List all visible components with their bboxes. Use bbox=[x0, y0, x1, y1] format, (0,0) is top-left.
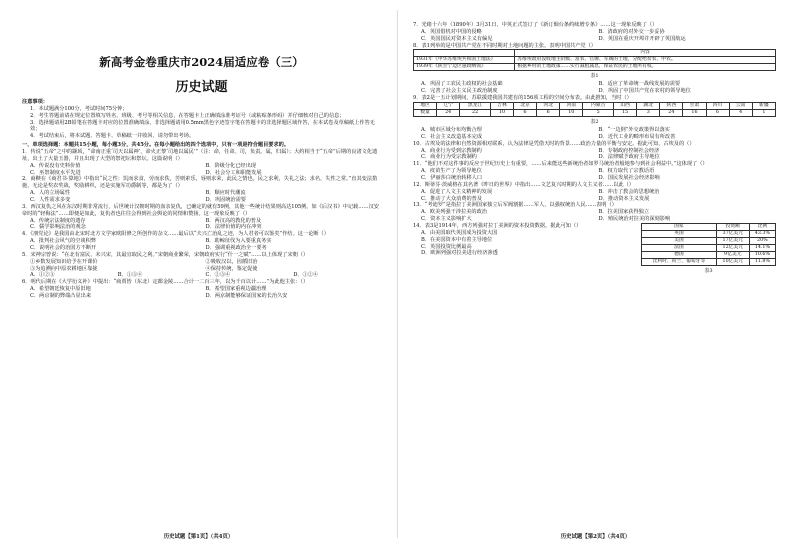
table-caption: 表2 bbox=[590, 118, 599, 125]
table-3 bbox=[641, 223, 776, 266]
option-a: A．疫苗生产了为领导地位 bbox=[421, 168, 482, 175]
table-cell: 24 bbox=[437, 109, 460, 116]
table-header-row bbox=[642, 223, 776, 230]
question-stem: 10．古埃及的法律和自然资源相对联系，认为法律是凭借天时的背景……政治力量的平衡与安定。据此可知，古埃及的（） bbox=[413, 140, 695, 147]
option-a: A．①②③ bbox=[30, 272, 55, 279]
page-footer: 历史试题【第2页】（共4页） bbox=[560, 534, 631, 540]
table-cell: 43.3% bbox=[749, 230, 775, 237]
question-2 bbox=[22, 176, 381, 203]
option-d: D．法律价值的内在冲突 bbox=[205, 224, 262, 231]
option-d: D．两京制能够保证国家的长治久安 bbox=[205, 293, 288, 300]
table-2 bbox=[413, 102, 776, 117]
question-stem: 2．商鞅在《商君书·算地》中指出“民之性：饥而求食，劳而求佚，苦则索乐，辱则求荣，此民之情也。民之求利，失礼之法；求名，失性之常。”直其变法措施，无论是奖农奖战，奖励耕织，还是实施军功爵制等，都是为了（） bbox=[22, 176, 378, 190]
table-cell: 内蒙古 bbox=[583, 102, 614, 109]
question-stem: 4．《朋党论》是我国由北宋时北方文学家欧阳修之所创作的杂文……最后以“夫兴亡治乱之迹，为人君者可以鉴矣”作结。这一论断（） bbox=[22, 231, 329, 238]
table-header: 国家 bbox=[642, 223, 717, 230]
table-cell: 英国 bbox=[642, 230, 717, 237]
option-b: B．权力取代了宗教话语 bbox=[598, 168, 655, 175]
table-cell: 法国 bbox=[642, 244, 717, 251]
table-cell: 数量 bbox=[414, 109, 437, 116]
option-b: B．希望国家重视边疆治理 bbox=[205, 286, 267, 293]
table-caption: 表3 bbox=[704, 267, 713, 274]
page-footer: 历史试题【第1页】（共4页） bbox=[163, 534, 234, 540]
option-b: B．适应了革命统一战线发展的需要 bbox=[598, 81, 681, 88]
question-stem: 3．西汉复仇之风在东汉时期非常流行，后世统计汉朝时期的血亲复仇，已确定的就有59例，其他一些统计结果则高达105例。如《后汉书》中记载……汉安帝时的“轻侮法”……即便是如此，复仇者也往往会得到社会舆论的同情和赞扬。这一现象反映了（） bbox=[22, 203, 379, 217]
notes-list bbox=[22, 106, 381, 140]
option-c: C．社会主义改造基本完成 bbox=[421, 133, 483, 140]
table-cell: 15 bbox=[614, 109, 637, 116]
table-cell: 河北 bbox=[537, 102, 560, 109]
option-c: C．完善了社会主义民主政治制度 bbox=[421, 88, 498, 95]
question-stem: 9．表2是一五计划期间，苏联援建我国共建有的156项工程的空间分布表。由此推知，当时（） bbox=[413, 95, 632, 102]
table-header: 比例 bbox=[749, 223, 775, 230]
table-cell: 湖北 bbox=[637, 102, 660, 109]
option-b: B．专制政府控制社会经济 bbox=[598, 147, 660, 154]
table-row bbox=[642, 237, 776, 244]
option-c: C．推动了大众消费的普及 bbox=[421, 195, 483, 202]
option-a: A．批判社会风气的空谈积弊 bbox=[30, 238, 96, 245]
table-1 bbox=[413, 49, 776, 71]
table-cell: 1931年《中华苏维埃共和国土地法》 bbox=[414, 57, 515, 64]
question-8 bbox=[413, 43, 776, 96]
question-stem: 5．宋神宗曾说：“在北有富民，未兴宋，其最宜取民之利。”宋朝商业繁荣，宋朝政府实行“什一之赋”……以上体现了宋朝（） bbox=[22, 251, 309, 258]
table-cell: 10 bbox=[490, 109, 513, 116]
option-a: A．由美国取代英国成为投资大国 bbox=[421, 229, 498, 236]
option-c: C．英国国民对资本主义有偏见 bbox=[421, 35, 493, 42]
option-c: C．人性需求多变 bbox=[30, 197, 71, 204]
table-cell: 22 bbox=[460, 109, 491, 116]
question-stem: 7．光绪十六年（1890年）3月31日，中英正式签订了《新订烟台条约续增专条》……这一现象反映了（） bbox=[413, 22, 658, 28]
option-a: A．巩固了工农民主政权的社会基础 bbox=[421, 81, 503, 88]
option-d: D．近代工业的畸形布局有所改善 bbox=[598, 133, 676, 140]
option-c: C．伊丽莎白统治转移人口 bbox=[421, 174, 483, 181]
table-row bbox=[414, 102, 776, 109]
option-c: C．儒学影响法治的观念 bbox=[30, 224, 86, 231]
table-cell: 北京 bbox=[514, 102, 537, 109]
question-4 bbox=[22, 231, 381, 252]
table-row bbox=[414, 109, 776, 116]
question-13 bbox=[413, 202, 776, 223]
option-c: C．英国投资比例最高 bbox=[421, 243, 472, 250]
option-a: A．城市区域分布均衡合理 bbox=[421, 126, 482, 133]
page-right bbox=[397, 0, 794, 548]
table-cell: 1939年《陕甘宁边区施政纲领》 bbox=[414, 64, 515, 71]
option-d: D．推动资本主义发展 bbox=[598, 195, 650, 202]
option-d: D．殖民统治对拉美的深刻影响 bbox=[598, 216, 671, 223]
table-header: 内容 bbox=[515, 50, 776, 57]
note-item: 2．考生答题前请在规定位置填写姓名、班级、考号等相关信息，在答题卡上正确填涂准考证号（或粘贴条形码）并仔细核对自己的信息； bbox=[30, 112, 345, 119]
option-b: B．在美国资本中有着主导地位 bbox=[421, 236, 493, 243]
option-c: C．资本主义影响扩大 bbox=[421, 216, 472, 223]
table-cell: 6 bbox=[537, 109, 560, 116]
question-3 bbox=[22, 204, 381, 231]
table-row bbox=[414, 64, 776, 71]
table-cell: 河南 bbox=[560, 102, 583, 109]
table-row bbox=[642, 258, 776, 265]
option-a: A．欧美列强干涉拉美的政治 bbox=[421, 209, 487, 216]
option-a: A．英国借机对中国的侵略 bbox=[421, 28, 482, 35]
option-a: A．传统宗法制度的遗存 bbox=[30, 217, 86, 224]
table-cell: 12亿美元 bbox=[716, 244, 749, 251]
table-cell: 辽宁 bbox=[437, 102, 460, 109]
option-a: A．传说没有史料价值 bbox=[30, 162, 81, 169]
question-stem: 13．“考迪罗”是指拉丁美洲国家独立后军阀割据……军人，以强权统治人民……表明（） bbox=[413, 202, 617, 209]
table-cell: 20% bbox=[749, 237, 775, 244]
table-row bbox=[642, 244, 776, 251]
table-cell: 吉林 bbox=[490, 102, 513, 109]
question-7 bbox=[413, 22, 776, 43]
question-14 bbox=[413, 223, 776, 276]
table-cell: 云南 bbox=[729, 102, 752, 109]
table-cell: 甘肃 bbox=[683, 102, 706, 109]
option-b: B．“一边倒”外交政策得以落实 bbox=[598, 126, 670, 133]
table-cell: 根据乡村的土地政策……实行减租减息，保证农民的土地所有权。 bbox=[515, 64, 776, 71]
table-cell: 11.8% bbox=[749, 258, 775, 265]
table-header: 投资额 bbox=[716, 223, 749, 230]
option-c: C．说明社会的治国方不断开 bbox=[30, 245, 97, 252]
question-10 bbox=[413, 141, 776, 162]
question-1 bbox=[22, 149, 381, 176]
option-d: D．①②④ bbox=[293, 272, 319, 279]
note-item: 4．考试结束后，将本试题、答题卡、草稿纸一并收回，请勿带出考场。 bbox=[30, 133, 195, 140]
option-c: C．商业行为受宗教制约 bbox=[421, 154, 477, 161]
table-row bbox=[642, 230, 776, 237]
table-cell: 10.6% bbox=[749, 251, 775, 258]
option-d: D．欧洲列强对拉美进行经济渗透 bbox=[421, 250, 498, 257]
sub-item: ②吸收汉以，因循旧治 bbox=[205, 258, 258, 265]
sub-item: ④保持传统，鉴定促使 bbox=[205, 265, 258, 272]
table-cell: 3 bbox=[637, 109, 660, 116]
option-c: C．巫祭制度水平先进 bbox=[30, 169, 81, 176]
option-c: C．两京制的弊端凸显出来 bbox=[30, 293, 92, 300]
question-stem: 11．“他们不对这件事的反应于世纪历史上有重要，……后来能这些新统治者如罗马统治者般地参与到社会利益中。”这体现了（） bbox=[413, 161, 708, 168]
option-d: D．社会分工和职能发展 bbox=[205, 169, 262, 176]
table-cell: 地区 bbox=[414, 102, 437, 109]
option-b: B．拉美国家获得独立 bbox=[598, 209, 649, 216]
option-d: D．法律赋予政府主导地位 bbox=[598, 154, 660, 161]
table-cell: 新疆 bbox=[752, 102, 775, 109]
question-11 bbox=[413, 161, 776, 182]
question-stem: 1．传说“五帝”之中的颛顼，“命南正重‘司天以属神’，命火正黎‘司地以属民’”（注：命，任命。司，负责。属，归属）；大约相当于“五帝”后期的良渚文化遗址，出土了大量玉器，并且出现了大型的祭祀坛和祭坛。这篇说明（） bbox=[22, 149, 378, 162]
table-cell: 1 bbox=[752, 109, 775, 116]
table-cell: 比利时、荷兰、葡萄牙等 bbox=[642, 258, 717, 265]
question-9 bbox=[413, 95, 776, 141]
sub-item: ①乡数发展知识给予在开课价 bbox=[30, 258, 98, 265]
exam-title: 新高考金卷重庆市2024届适应卷（三） bbox=[99, 55, 304, 69]
option-b: B．冲击了教会的思想统治 bbox=[598, 188, 660, 195]
table-cell: 6 bbox=[706, 109, 729, 116]
question-12 bbox=[413, 182, 776, 203]
section-heading: 一、单项选择题：本题共15小题，每小题3分，共45分。在每小题给出的四个选项中，只有一项是符合题目要求的。 bbox=[22, 142, 290, 149]
table-cell: 10亿美元 bbox=[716, 258, 749, 265]
table-cell: 黑龙江 bbox=[460, 102, 491, 109]
option-d: D．巩固统治需要 bbox=[205, 197, 246, 204]
table-cell: 山西 bbox=[614, 102, 637, 109]
table-cell: 9亿美元 bbox=[716, 251, 749, 258]
table-cell: 美国 bbox=[642, 237, 717, 244]
question-stem: 14．表3是1914年，西方列强对拉丁美洲的资本投资数据。据此可知（） bbox=[413, 222, 582, 229]
table-cell: 4 bbox=[729, 109, 752, 116]
table-cell: 14.1% bbox=[749, 244, 775, 251]
table-cell: 6 bbox=[514, 109, 537, 116]
table-cell: 5 bbox=[583, 109, 614, 116]
question-stem: 6．明代后期在《大学衍义补》中提出：“商贾皆（东北）定都金陵……合计一二百三年，以为千百以计……”为此他主张：（） bbox=[22, 279, 309, 286]
option-d: D．强调重视政治全一要务 bbox=[205, 245, 267, 252]
option-c: C．②③④ bbox=[205, 272, 231, 279]
table-cell: 德国 bbox=[642, 251, 717, 258]
table-row bbox=[414, 57, 776, 64]
option-b: B．顺应时代潮流 bbox=[205, 190, 246, 197]
table-cell: 16 bbox=[683, 109, 706, 116]
table-cell: 10 bbox=[560, 109, 583, 116]
option-d: D．国民发展社会经济影响 bbox=[598, 174, 660, 181]
table-cell: 苏维埃政府没收地主阶级、富农、官僚、军阀的土地，分配给贫农、中农。 bbox=[515, 57, 776, 64]
note-item: 3．选择题请用2B铅笔在答题卡对应的位置准确填涂，非选择题请用0.5mm黑色字迹签字笔在答题卡的非选择题区域作答，在本试卷及草稿纸上作答无效； bbox=[30, 119, 375, 133]
question-5 bbox=[22, 252, 381, 279]
question-6 bbox=[22, 279, 381, 300]
option-b: B．两汉高的教化的普及 bbox=[205, 217, 262, 224]
table-cell: 陕西 bbox=[660, 102, 683, 109]
subject-title: 历史试题 bbox=[175, 80, 228, 95]
option-b: B．①③④ bbox=[117, 272, 143, 279]
option-a: A．希望朝廷恢复中原旧地 bbox=[30, 286, 91, 293]
question-stem: 12．斯蒂芬·茨威格在其名著《昨日的世界》中指出……文艺复兴时期的人文主义者……以此（） bbox=[413, 181, 634, 188]
option-b: B．阶级分化已经出现 bbox=[205, 162, 256, 169]
option-d: D．英国在重庆开埠并开辟了英国航运 bbox=[598, 35, 686, 42]
question-stem: 8．表1列举的是中国共产党在不同时期对土地问题的主张。表明中国共产党（） bbox=[413, 42, 596, 49]
table-row bbox=[642, 251, 776, 258]
option-a: A．商业行为受到宗教制约 bbox=[421, 147, 482, 154]
table-cell: 17亿美元 bbox=[716, 237, 749, 244]
option-b: B．清政府的对外交一步妥协 bbox=[598, 28, 665, 35]
table-cell: 37亿美元 bbox=[716, 230, 749, 237]
option-d: D．巩固了中国共产党在农村的领导地位 bbox=[598, 88, 691, 95]
option-b: B．助鲸征伐为入要重真务实 bbox=[205, 238, 272, 245]
option-a: A．人的立场属性 bbox=[30, 190, 71, 197]
sub-item: ③为追溯向中原农耕地区靠拢 bbox=[30, 265, 98, 272]
table-cell: 四川 bbox=[706, 102, 729, 109]
table-caption: 表1 bbox=[590, 73, 599, 80]
note-item: 1．本试题满分100分，考试时间75分钟； bbox=[30, 105, 128, 112]
notes-heading: 注意事项： bbox=[22, 99, 48, 105]
table-header bbox=[414, 50, 515, 57]
option-a: A．促进了人文主义精神的发展 bbox=[421, 188, 493, 195]
table-cell: 24 bbox=[660, 109, 683, 116]
